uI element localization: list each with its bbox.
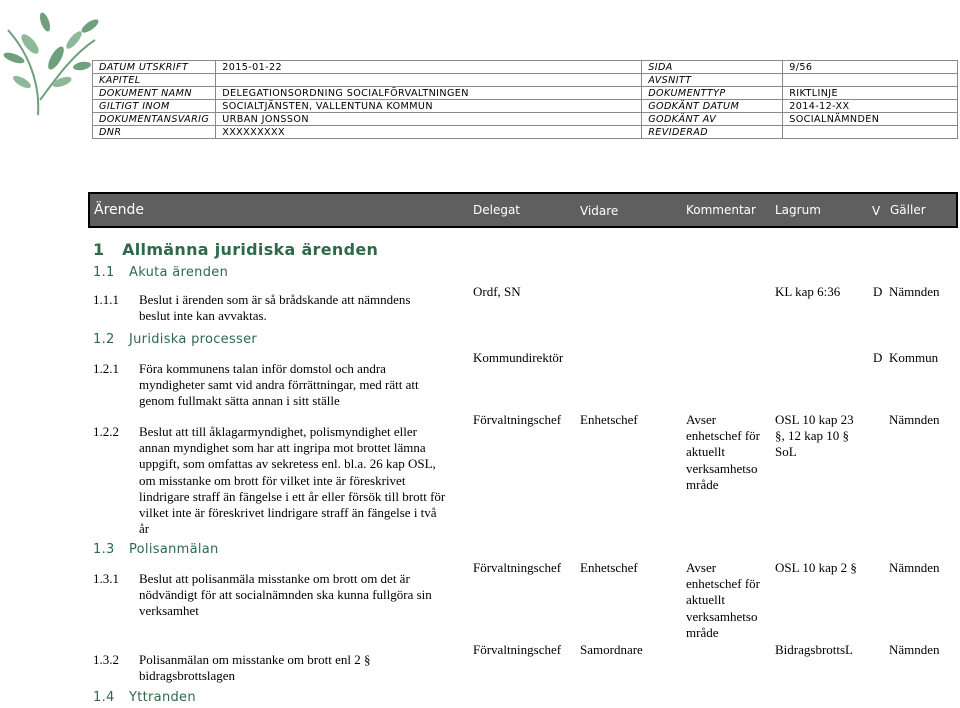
meta-value bbox=[216, 74, 642, 87]
column-arende: Ärende bbox=[94, 202, 145, 218]
document-metadata-table bbox=[92, 60, 958, 139]
row-text-1-3-1 bbox=[139, 571, 432, 620]
text-line: Föra kommunens talan inför domstol och andra bbox=[139, 361, 386, 376]
meta-key: DOKUMENTTYP bbox=[642, 87, 783, 100]
row-number-1-1-1: 1.1.1 bbox=[93, 292, 119, 307]
vidare-1-3-2: Samordnare bbox=[580, 642, 643, 657]
text-line: uppgift, som omfattas av sekretess enl. bl.a. 26 kap OSL, bbox=[139, 456, 436, 472]
vidare-1-2-2: Enhetschef bbox=[580, 412, 638, 427]
meta-key: SIDA bbox=[642, 61, 783, 74]
lagrum-1-3-1: OSL 10 kap 2 § bbox=[775, 560, 857, 575]
meta-row bbox=[93, 100, 958, 113]
meta-key: AVSNITT bbox=[642, 74, 783, 87]
column-vd bbox=[872, 195, 881, 259]
text-line: beslut inte kan avvaktas. bbox=[139, 308, 267, 324]
text-line: SoL bbox=[775, 444, 797, 460]
lagrum-1-3-2: BidragsbrottsL bbox=[775, 642, 853, 657]
row-text-1-3-2 bbox=[139, 652, 370, 684]
section-title: Allmänna juridiska ärenden bbox=[122, 240, 379, 259]
meta-value: XXXXXXXXX bbox=[216, 126, 642, 139]
meta-value bbox=[783, 74, 958, 87]
subsection-number: 1.1 bbox=[93, 265, 115, 280]
text-line: verksamhetso bbox=[686, 608, 758, 624]
kommentar-1-3-1 bbox=[686, 560, 760, 641]
column-delegat: Delegat bbox=[473, 203, 521, 217]
vd-1-1-1: D bbox=[873, 284, 883, 299]
text-line: genom fullmakt sätta annan i sitt ställe bbox=[139, 393, 340, 409]
row-text-1-1-1 bbox=[139, 292, 410, 324]
text-line: bidragsbrottslagen bbox=[139, 668, 236, 684]
text-line: enhetschef för bbox=[686, 428, 760, 444]
subsection-number: 1.3 bbox=[93, 542, 115, 557]
delegat-1-2-2: Förvaltningschef bbox=[473, 412, 562, 427]
meta-key: GODKÄNT AV bbox=[642, 113, 783, 126]
galler-1-2-1: Kommun bbox=[889, 350, 939, 365]
subsection-title: Juridiska processer bbox=[129, 332, 258, 347]
meta-value: SOCIALTJÄNSTEN, VALLENTUNA KOMMUN bbox=[216, 100, 642, 113]
subsection-heading-1-4 bbox=[93, 690, 196, 705]
vd-1-2-1: D bbox=[873, 350, 883, 365]
column-lagrum: Lagrum bbox=[775, 203, 821, 217]
vidare-1-3-1: Enhetschef bbox=[580, 560, 638, 575]
text-line: annan myndighet som har att ingripa mot brottet lämna bbox=[139, 440, 426, 456]
column-kommentar: Kommentar bbox=[686, 203, 756, 217]
text-line: år bbox=[139, 521, 150, 537]
meta-key: DOKUMENT NAMN bbox=[93, 87, 216, 100]
text-line: Avser bbox=[686, 560, 717, 575]
subsection-number: 1.4 bbox=[93, 690, 115, 705]
meta-key: REVIDERAD bbox=[642, 126, 783, 139]
row-number-1-2-1: 1.2.1 bbox=[93, 361, 119, 376]
subsection-title: Yttranden bbox=[129, 690, 196, 705]
galler-1-3-1: Nämnden bbox=[889, 560, 940, 575]
galler-1-2-2: Nämnden bbox=[889, 412, 940, 427]
text-line: mråde bbox=[686, 476, 719, 492]
subsection-number: 1.2 bbox=[93, 332, 115, 347]
section-heading-1 bbox=[93, 240, 378, 259]
subsection-heading-1-1 bbox=[93, 265, 228, 280]
meta-row bbox=[93, 61, 958, 74]
meta-key: DATUM UTSKRIFT bbox=[93, 61, 216, 74]
row-number-1-3-1: 1.3.1 bbox=[93, 571, 119, 586]
meta-row bbox=[93, 74, 958, 87]
text-line: vilket inte är föreskrivet lindrigare straff än fängelse i två bbox=[139, 505, 437, 521]
text-line: OSL 10 kap 23 bbox=[775, 412, 854, 427]
meta-value bbox=[783, 126, 958, 139]
subsection-heading-1-3 bbox=[93, 542, 219, 557]
meta-value: DELEGATIONSORDNING SOCIALFÖRVALTNINGEN bbox=[216, 87, 642, 100]
meta-key: KAPITEL bbox=[93, 74, 216, 87]
text-line: myndigheter samt vid andra förrättningar, med rätt att bbox=[139, 377, 419, 393]
text-line: nödvändigt för att socialnämnden ska kunna fullgöra sin bbox=[139, 587, 432, 603]
meta-row bbox=[93, 113, 958, 126]
lagrum-1-2-2 bbox=[775, 412, 854, 461]
meta-value: RIKTLINJE bbox=[783, 87, 958, 100]
meta-row bbox=[93, 87, 958, 100]
section-number: 1 bbox=[93, 240, 105, 259]
text-line: Avser bbox=[686, 412, 717, 427]
text-line: aktuellt bbox=[686, 444, 725, 460]
column-galler: Gäller bbox=[890, 203, 926, 217]
row-text-1-2-1 bbox=[139, 361, 419, 410]
text-line: verksamhetso bbox=[686, 460, 758, 476]
row-number-1-2-2: 1.2.2 bbox=[93, 424, 119, 439]
row-text-1-2-2 bbox=[139, 424, 445, 537]
meta-row bbox=[93, 126, 958, 139]
column-vidare-line2: delegerat bbox=[580, 236, 638, 250]
column-vd-line2: D bbox=[872, 236, 882, 250]
column-vd-line1: V bbox=[872, 204, 881, 218]
kommentar-1-2-2 bbox=[686, 412, 760, 493]
subsection-title: Polisanmälan bbox=[129, 542, 219, 557]
text-line: enhetschef för bbox=[686, 576, 760, 592]
subsection-heading-1-2 bbox=[93, 332, 257, 347]
meta-value: 2014-12-XX bbox=[783, 100, 958, 113]
text-line: Beslut i ärenden som är så brådskande att nämndens bbox=[139, 292, 411, 307]
meta-key: DOKUMENTANSVARIG bbox=[93, 113, 216, 126]
text-line: lindrigare straff än fängelse i ett år eller försök till brott för bbox=[139, 488, 446, 504]
delegat-1-3-1: Förvaltningschef bbox=[473, 560, 562, 575]
column-vidare-line1: Vidare bbox=[580, 204, 619, 218]
text-line: §, 12 kap 10 § bbox=[775, 428, 850, 444]
subsection-title: Akuta ärenden bbox=[129, 265, 229, 280]
text-line: om misstanke om brott för vilket inte är föreskrivet bbox=[139, 472, 406, 488]
meta-value: SOCIALNÄMNDEN bbox=[783, 113, 958, 126]
meta-value: URBAN JONSSON bbox=[216, 113, 642, 126]
meta-key: GILTIGT INOM bbox=[93, 100, 216, 113]
meta-value: 9/56 bbox=[783, 61, 958, 74]
row-number-1-3-2: 1.3.2 bbox=[93, 652, 119, 667]
text-line: Polisanmälan om misstanke om brott enl 2 § bbox=[139, 652, 371, 667]
text-line: mråde bbox=[686, 624, 719, 640]
meta-key: GODKÄNT DATUM bbox=[642, 100, 783, 113]
text-line: Beslut att polisanmäla misstanke om brott om det är bbox=[139, 571, 410, 586]
meta-value: 2015-01-22 bbox=[216, 61, 642, 74]
text-line: verksamhet bbox=[139, 603, 199, 619]
delegat-1-2-1: Kommundirektör bbox=[473, 350, 564, 365]
delegat-1-3-2: Förvaltningschef bbox=[473, 642, 562, 657]
galler-1-1-1: Nämnden bbox=[889, 284, 940, 299]
meta-key: DNR bbox=[93, 126, 216, 139]
text-line: Beslut att till åklagarmyndighet, polismyndighet eller bbox=[139, 424, 418, 439]
text-line: aktuellt bbox=[686, 592, 725, 608]
delegat-1-1-1: Ordf, SN bbox=[473, 284, 521, 299]
galler-1-3-2: Nämnden bbox=[889, 642, 940, 657]
column-vidare-delegerat bbox=[580, 195, 638, 259]
lagrum-1-1-1: KL kap 6:36 bbox=[775, 284, 841, 299]
